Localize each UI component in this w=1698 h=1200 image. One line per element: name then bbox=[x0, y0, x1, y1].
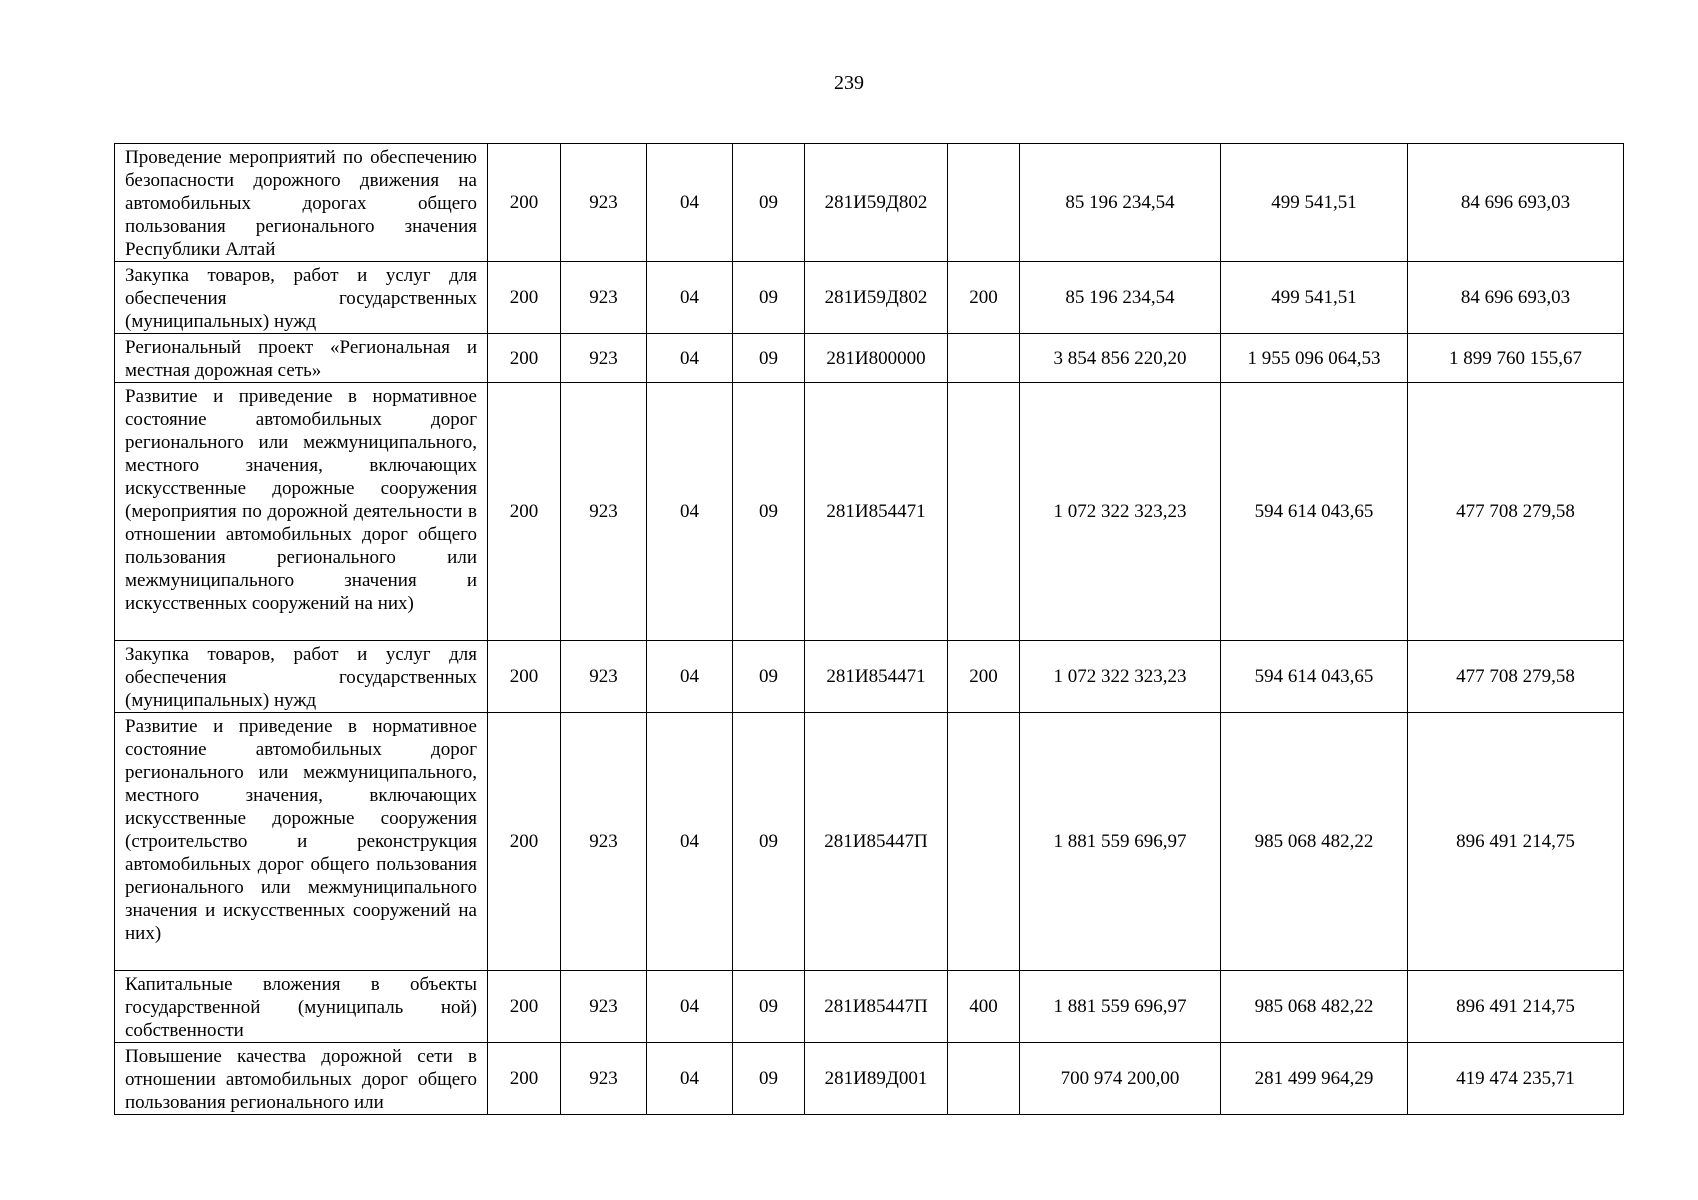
target-code-cell: 281И89Д001 bbox=[805, 1043, 948, 1115]
expense-type-cell bbox=[948, 144, 1020, 262]
expense-type-cell: 200 bbox=[948, 641, 1020, 713]
amount-cell: 896 491 214,75 bbox=[1408, 713, 1624, 971]
amount-cell: 84 696 693,03 bbox=[1408, 262, 1624, 334]
code-cell: 04 bbox=[647, 144, 733, 262]
code-cell: 923 bbox=[561, 971, 647, 1043]
code-cell: 923 bbox=[561, 713, 647, 971]
row-name: Капитальные вложения в объекты государственной (муниципаль ной) собственности bbox=[115, 971, 488, 1043]
row-name: Развитие и приведение в нормативное состояние автомобильных дорог регионального или межмуниципального, местного значения, включающих искусственные дорожные сооружения (строительство и реконструкция автомобильных дорог общего пользования регионального или межмуниципального значения и искусственных сооружений на них) bbox=[115, 713, 488, 971]
code-cell: 200 bbox=[488, 971, 561, 1043]
code-cell: 09 bbox=[733, 144, 805, 262]
code-cell: 923 bbox=[561, 144, 647, 262]
code-cell: 04 bbox=[647, 971, 733, 1043]
expense-type-cell bbox=[948, 334, 1020, 383]
code-cell: 200 bbox=[488, 262, 561, 334]
row-name: Закупка товаров, работ и услуг для обеспечения государственных (муниципальных) нужд bbox=[115, 641, 488, 713]
table-row bbox=[115, 971, 1624, 1043]
code-cell: 09 bbox=[733, 1043, 805, 1115]
amount-cell: 985 068 482,22 bbox=[1221, 713, 1408, 971]
amount-cell: 477 708 279,58 bbox=[1408, 641, 1624, 713]
amount-cell: 594 614 043,65 bbox=[1221, 383, 1408, 641]
amount-cell: 477 708 279,58 bbox=[1408, 383, 1624, 641]
code-cell: 923 bbox=[561, 641, 647, 713]
code-cell: 09 bbox=[733, 713, 805, 971]
code-cell: 923 bbox=[561, 334, 647, 383]
code-cell: 923 bbox=[561, 262, 647, 334]
target-code-cell: 281И59Д802 bbox=[805, 144, 948, 262]
code-cell: 04 bbox=[647, 334, 733, 383]
code-cell: 200 bbox=[488, 641, 561, 713]
code-cell: 09 bbox=[733, 383, 805, 641]
code-cell: 04 bbox=[647, 713, 733, 971]
amount-cell: 896 491 214,75 bbox=[1408, 971, 1624, 1043]
table-row bbox=[115, 1043, 1624, 1115]
code-cell: 200 bbox=[488, 713, 561, 971]
amount-cell: 1 899 760 155,67 bbox=[1408, 334, 1624, 383]
expense-type-cell: 200 bbox=[948, 262, 1020, 334]
target-code-cell: 281И59Д802 bbox=[805, 262, 948, 334]
code-cell: 04 bbox=[647, 262, 733, 334]
amount-cell: 1 955 096 064,53 bbox=[1221, 334, 1408, 383]
budget-table bbox=[114, 143, 1624, 1115]
table-row bbox=[115, 334, 1624, 383]
target-code-cell: 281И800000 bbox=[805, 334, 948, 383]
row-name: Повышение качества дорожной сети в отношении автомобильных дорог общего пользования регионального или bbox=[115, 1043, 488, 1115]
amount-cell: 85 196 234,54 bbox=[1020, 144, 1221, 262]
code-cell: 200 bbox=[488, 334, 561, 383]
expense-type-cell bbox=[948, 713, 1020, 971]
code-cell: 04 bbox=[647, 383, 733, 641]
target-code-cell: 281И85447П bbox=[805, 971, 948, 1043]
amount-cell: 281 499 964,29 bbox=[1221, 1043, 1408, 1115]
amount-cell: 1 072 322 323,23 bbox=[1020, 383, 1221, 641]
code-cell: 04 bbox=[647, 1043, 733, 1115]
amount-cell: 594 614 043,65 bbox=[1221, 641, 1408, 713]
amount-cell: 700 974 200,00 bbox=[1020, 1043, 1221, 1115]
table-row bbox=[115, 641, 1624, 713]
expense-type-cell bbox=[948, 383, 1020, 641]
amount-cell: 3 854 856 220,20 bbox=[1020, 334, 1221, 383]
amount-cell: 499 541,51 bbox=[1221, 144, 1408, 262]
amount-cell: 985 068 482,22 bbox=[1221, 971, 1408, 1043]
code-cell: 923 bbox=[561, 383, 647, 641]
amount-cell: 419 474 235,71 bbox=[1408, 1043, 1624, 1115]
table-row bbox=[115, 262, 1624, 334]
code-cell: 200 bbox=[488, 144, 561, 262]
row-name: Закупка товаров, работ и услуг для обеспечения государственных (муниципальных) нужд bbox=[115, 262, 488, 334]
amount-cell: 1 881 559 696,97 bbox=[1020, 713, 1221, 971]
code-cell: 923 bbox=[561, 1043, 647, 1115]
code-cell: 200 bbox=[488, 383, 561, 641]
code-cell: 200 bbox=[488, 1043, 561, 1115]
row-name: Региональный проект «Региональная и местная дорожная сеть» bbox=[115, 334, 488, 383]
table-row bbox=[115, 713, 1624, 971]
amount-cell: 1 072 322 323,23 bbox=[1020, 641, 1221, 713]
page-number: 239 bbox=[834, 72, 864, 94]
target-code-cell: 281И85447П bbox=[805, 713, 948, 971]
amount-cell: 84 696 693,03 bbox=[1408, 144, 1624, 262]
table-row bbox=[115, 383, 1624, 641]
amount-cell: 85 196 234,54 bbox=[1020, 262, 1221, 334]
code-cell: 09 bbox=[733, 334, 805, 383]
table-row bbox=[115, 144, 1624, 262]
code-cell: 09 bbox=[733, 262, 805, 334]
code-cell: 04 bbox=[647, 641, 733, 713]
amount-cell: 1 881 559 696,97 bbox=[1020, 971, 1221, 1043]
code-cell: 09 bbox=[733, 971, 805, 1043]
expense-type-cell bbox=[948, 1043, 1020, 1115]
target-code-cell: 281И854471 bbox=[805, 383, 948, 641]
row-name: Развитие и приведение в нормативное состояние автомобильных дорог регионального или межмуниципального, местного значения, включающих искусственные дорожные сооружения (мероприятия по дорожной деятельности в отношении автомобильных дорог общего пользования регионального или межмуниципального значения и искусственных сооружений на них) bbox=[115, 383, 488, 641]
expense-type-cell: 400 bbox=[948, 971, 1020, 1043]
row-name: Проведение мероприятий по обеспечению безопасности дорожного движения на автомобильных дорогах общего пользования регионального значения Республики Алтай bbox=[115, 144, 488, 262]
code-cell: 09 bbox=[733, 641, 805, 713]
amount-cell: 499 541,51 bbox=[1221, 262, 1408, 334]
target-code-cell: 281И854471 bbox=[805, 641, 948, 713]
